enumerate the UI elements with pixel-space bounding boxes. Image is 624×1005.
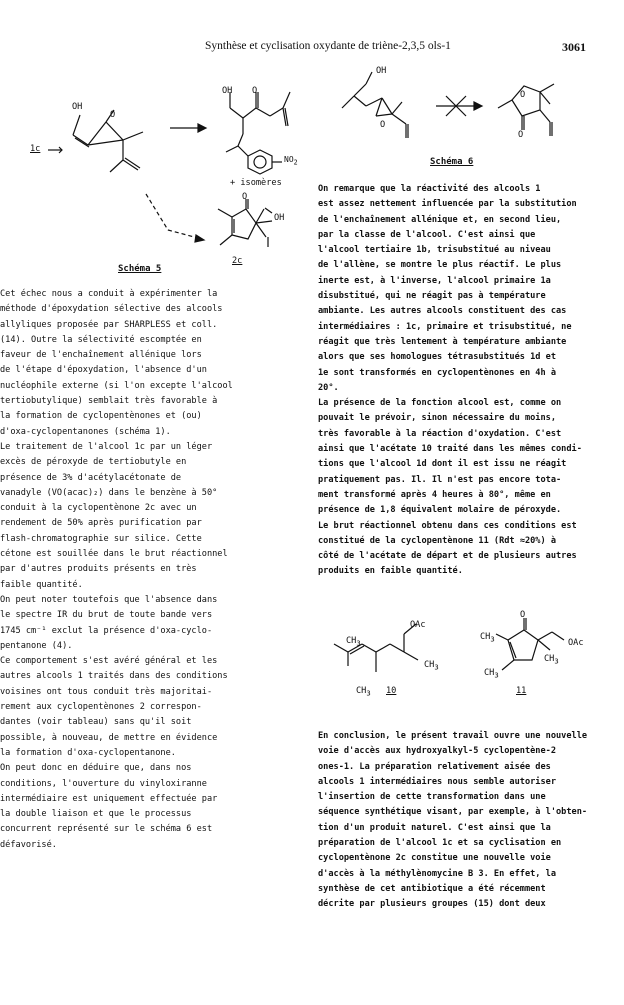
scheme5-ester-oh: OH — [222, 86, 233, 96]
left-column-line: 1745 cm⁻¹ exclut la présence d'oxa-cyclo- — [0, 625, 213, 636]
scheme6-oh: OH — [376, 66, 387, 76]
c10-ch3-right-sub: 3 — [434, 662, 439, 672]
scheme5-2c-label: 2c — [232, 256, 243, 266]
right-column-line: l'alcool tertiaire 1b, trisubstitué au niveau — [318, 245, 551, 256]
right-column-line: alors que ses homologues tétrasubstitués 1d et — [318, 352, 556, 363]
left-column-line: faveur de l'enchaînement allénique lors — [0, 350, 202, 361]
left-column-line: (14). Outre la sélectivité escomptée en — [0, 334, 202, 345]
right-column-line: 1e sont transformés en cyclopentènones en 4h à — [318, 367, 556, 378]
right-column-line: préparation de l'alcool 1c et sa cyclisation en — [318, 838, 562, 849]
left-column-line: nucléophile externe (si l'on excepte l'alcool — [0, 380, 233, 391]
c11-ch3-right-text: CH — [544, 654, 555, 664]
right-column-line: inerte est, à l'inverse, l'alcool primaire 1a — [318, 275, 551, 286]
right-column-line: tions que l'alcool 1d dont il est issu ne réagit — [318, 459, 567, 470]
scheme5-dashed-arrow — [142, 190, 212, 250]
scheme5-start-oh: OH — [72, 102, 83, 112]
left-column-line: Cet échec nous a conduit à expérimenter la — [0, 289, 218, 299]
scheme5-start-o: O — [110, 110, 116, 120]
c10-ch3-bottom-sub: 3 — [366, 688, 371, 698]
left-column-line: de l'étape d'époxydation, l'absence d'un — [0, 365, 207, 376]
c11-ch3-top — [480, 632, 495, 644]
left-column-line: rendement de 50% après purification par — [0, 518, 202, 529]
left-column-line: rement aux cyclopentènones 2 correspon- — [0, 702, 202, 713]
left-column-text — [0, 287, 300, 853]
c11-label: 11 — [516, 686, 527, 696]
left-column-line: flash-chromatographie sur silice. Cette — [0, 533, 202, 544]
left-column-line: la formation de cyclopentènones et (ou) — [0, 411, 202, 422]
left-column-line: par d'autres produits présents en très — [0, 564, 197, 575]
right-column-line: tion d'un produit naturel. C'est ainsi que la — [318, 822, 551, 833]
scheme5-start-structure — [28, 80, 178, 190]
scheme5-reaction-arrow — [168, 120, 208, 136]
left-column-line: vanadyle (VO(acac)₂) dans le benzène à 50° — [0, 487, 218, 498]
left-column-line: la double liaison et que le processus — [0, 809, 192, 820]
right-column-line: par la classe de l'alcool. C'est ainsi que — [318, 229, 536, 240]
left-column-line: dantes (voir tableau) sans qu'il soit — [0, 717, 192, 728]
right-column-line: réagit que très lentement à température ambiante — [318, 336, 567, 347]
scheme5-no2-sub: 2 — [293, 158, 298, 167]
c11-ch3-bottom-sub: 3 — [494, 670, 499, 680]
left-column-line: On peut donc en déduire que, dans nos — [0, 763, 192, 774]
scheme5-no2 — [284, 155, 298, 167]
right-column-line: ambiante. Les autres alcools constituent des cas — [318, 306, 567, 317]
left-column-line: cétone est souillée dans le brut réactionnel — [0, 549, 228, 560]
c10-ch3-right — [424, 660, 439, 672]
scheme6-caption: Schéma 6 — [430, 157, 474, 167]
scheme5-isomers: + isomères — [230, 178, 282, 188]
scheme6-carbonyl-o: O — [518, 130, 524, 140]
left-column-line: conditions, l'ouverture du vinyloxiranne — [0, 778, 207, 789]
left-column-line: concurrent représenté sur le schéma 6 est — [0, 824, 213, 835]
right-column-line: décrite par plusieurs groupes (15) dont deux — [318, 899, 546, 910]
right-column-line: d'accès à la méthylènomycine B 3. En effet, la — [318, 868, 556, 879]
running-title: Synthèse et cyclisation oxydante de triène-2,3,5 ols-1 — [205, 40, 451, 52]
scheme6-right-o: O — [520, 90, 526, 100]
right-column-line: pratiquement pas. Il. Il n'est pas encore tota- — [318, 474, 562, 485]
right-column-line: La présence de la fonction alcool est, comme on — [318, 398, 562, 409]
right-column-line: produits en faible quantité. — [318, 566, 463, 577]
right-column-line: séquence synthétique visant, par exemple, à l'obten- — [318, 807, 588, 818]
page-header — [0, 40, 624, 58]
left-column-line: faible quantité. — [0, 579, 83, 590]
left-column-line: tertiobutylique) semblait très favorable à — [0, 396, 218, 407]
c11-ch3-bottom — [484, 668, 499, 680]
right-column-line: est assez nettement influencée par la substitution — [318, 199, 577, 210]
scheme5-2c-structure — [204, 195, 304, 257]
left-column-line: excès de péroxyde de tertiobutyle en — [0, 457, 187, 468]
right-column-line: disubstitué, qui ne réagit pas à température — [318, 291, 546, 302]
right-column-line: 20°. — [318, 382, 339, 393]
right-column-line: voie d'accès aux hydroxyalkyl-5 cyclopentène-2 — [318, 746, 556, 757]
c10-ch3-top — [346, 636, 361, 648]
right-column-line: ones-1. La préparation relativement aisée des — [318, 761, 551, 772]
right-column-line: de l'allène, se montre le plus réactif. Le plus — [318, 260, 562, 271]
left-column-line: autres alcools 1 traités dans des conditions — [0, 671, 228, 682]
page-number: 3061 — [562, 40, 586, 54]
right-column-line: En conclusion, le présent travail ouvre une nouvelle — [318, 731, 588, 741]
left-column-line: le spectre IR du brut de toute bande vers — [0, 610, 213, 621]
right-column-line: l'insertion de cette transformation dans une — [318, 792, 546, 803]
left-column-line: la formation d'oxa-cyclopentanone. — [0, 747, 176, 758]
scheme5-caption: Schéma 5 — [118, 264, 162, 274]
scheme5-ester-o: O — [252, 86, 258, 96]
right-column-line: On remarque que la réactivité des alcools 1 — [318, 184, 541, 194]
right-column-top — [318, 182, 618, 580]
c11-ch3-top-text: CH — [480, 632, 491, 642]
scheme5-2c-o: O — [242, 192, 248, 202]
c11-ch3-right-sub: 3 — [554, 656, 559, 666]
right-column-line: intermédiaires : 1c, primaire et trisubstitué, ne — [318, 321, 572, 332]
c11-ch3-right — [544, 654, 559, 666]
c10-ch3-bottom — [356, 686, 371, 698]
c10-label: 10 — [386, 686, 397, 696]
left-column-line: voisines ont tous conduit très majoritai- — [0, 686, 213, 697]
left-column-line: possible, à nouveau, de mettre en évidence — [0, 732, 218, 743]
right-column-line: Le brut réactionnel obtenu dans ces conditions est — [318, 520, 577, 531]
right-column-line: ainsi que l'acétate 10 traité dans les mêmes condi- — [318, 444, 582, 455]
right-column-line: pouvait le prévoir, sinon nécessaire du moins, — [318, 413, 556, 424]
left-column-line: méthode d'époxydation sélective des alcools — [0, 304, 223, 315]
scheme5-start-label: 1c — [30, 144, 41, 154]
left-column-line: d'oxa-cyclopentanones (schéma 1). — [0, 426, 171, 437]
right-column-line: très favorable à la réaction d'oxydation. C'est — [318, 428, 562, 439]
left-column-line: Ce comportement s'est avéré général et les — [0, 656, 218, 667]
right-column-line: de l'enchaînement allénique et, en second lieu, — [318, 214, 562, 225]
right-column-line: synthèse de cet antibiotique a été récemment — [318, 883, 546, 894]
left-column-line: défavorisé. — [0, 839, 57, 850]
right-column-line: constitué de la cyclopentènone 11 (Rdt ≈20%) à — [318, 535, 556, 546]
scheme5-2c-oh: OH — [274, 213, 285, 223]
right-column-bottom — [318, 729, 587, 913]
right-column-line: cyclopentènone 2c constitue une nouvelle voie — [318, 853, 551, 864]
c11-o: O — [520, 610, 526, 620]
compound-11-structure — [478, 610, 618, 690]
left-column-line: présence de 3% d'acétylacétonate de — [0, 472, 182, 483]
c10-ch3-top-text: CH — [346, 636, 357, 646]
c10-oac: OAc — [410, 620, 426, 630]
c10-ch3-right-text: CH — [424, 660, 435, 670]
scheme6-left-o: O — [380, 120, 386, 130]
scheme5-no2-text: NO — [284, 155, 294, 164]
left-column-line: pentanone (4). — [0, 640, 73, 651]
c11-oac: OAc — [568, 638, 584, 648]
left-column-line: intermédiaire est uniquement effectuée par — [0, 793, 218, 804]
right-column-line: ment transformé après 4 heures à 80°, même en — [318, 489, 551, 500]
right-column-line: alcools 1 intermédiaires nous semble autoriser — [318, 776, 556, 787]
c11-ch3-top-sub: 3 — [490, 634, 495, 644]
c10-ch3-bottom-text: CH — [356, 686, 367, 696]
left-column-line: conduit à la cyclopentènone 2c avec un — [0, 503, 197, 514]
c11-ch3-bottom-text: CH — [484, 668, 495, 678]
left-column-line: allyliques proposée par SHARPLESS et coll. — [0, 319, 218, 330]
left-column-line: Le traitement de l'alcool 1c par un léger — [0, 441, 213, 452]
right-column-line: présence de 1,8 équivalent molaire de péroxyde. — [318, 505, 562, 516]
c10-ch3-top-sub: 3 — [356, 638, 361, 648]
left-column-line: On peut noter toutefois que l'absence dans — [0, 594, 218, 605]
right-column-line: côté de l'acétate de départ et de plusieurs autres — [318, 551, 577, 562]
